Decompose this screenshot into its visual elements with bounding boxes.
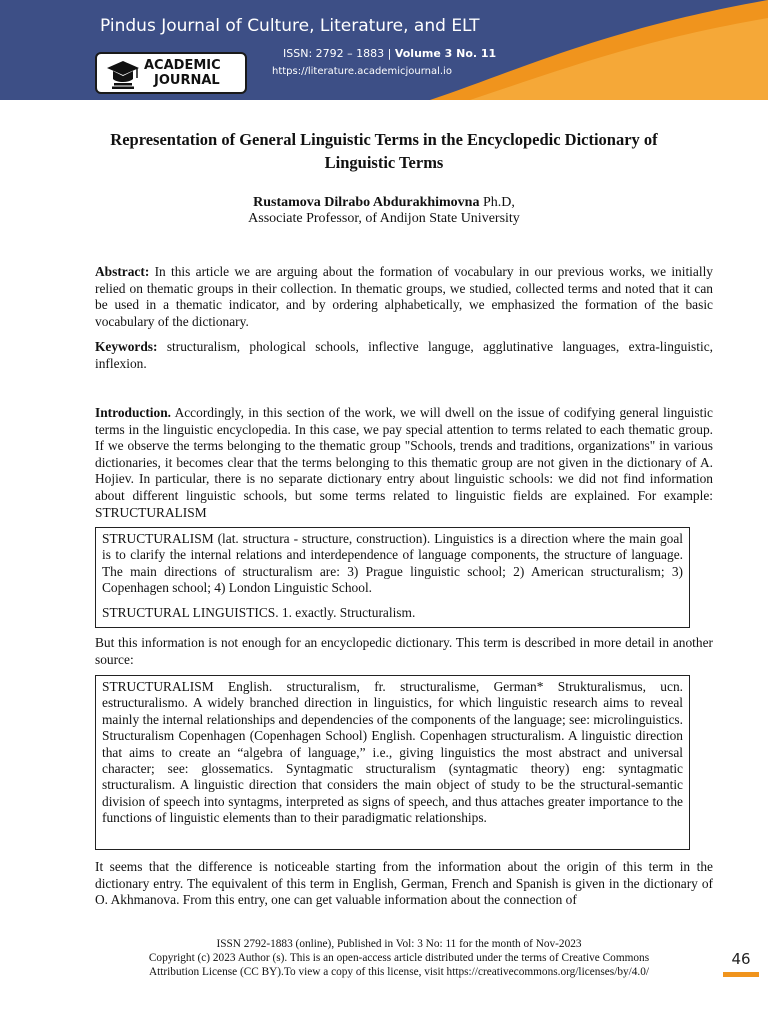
page-number: 46 xyxy=(731,950,751,968)
keywords xyxy=(95,339,713,372)
footer-issn-line: ISSN 2792-1883 (online), Published in Vol: 3 No: 11 for the month of Nov-2023 xyxy=(216,938,582,950)
abstract-text: In this article we are arguing about the formation of vocabulary in our previous works, we initially relied on thematic groups in their collection. In thematic groups, we studied, collected terms and noted that it can be used in a thematic indicator, and by ordering alphabetically, we emphasized the formation of the basic vocabulary of the dictionary. xyxy=(95,264,713,329)
author-name: Rustamova Dilrabo Abdurakhimovna xyxy=(253,195,480,210)
introduction-label: Introduction. xyxy=(95,405,172,420)
transition-paragraph: But this information is not enough for an encyclopedic dictionary. This term is described in more detail in another source: xyxy=(95,635,713,667)
dictionary-entry-box-2 xyxy=(95,675,690,850)
abstract-label: Abstract: xyxy=(95,264,150,279)
dictionary-entry-box-1 xyxy=(95,527,690,628)
entry-structuralism-detailed: STRUCTURALISM English. structuralism, fr. structuralisme, German* Strukturalismus, ucn. estructuralismo. A widely branched direction in linguistics, for which linguistic research aims to reveal mainly the internal relationships and dependencies of the components of the language; see: microlinguistics. Structuralism Copenhagen (Copenhagen School) English. Copenhagen structuralism. A linguistic direction that aims to create an “algebra of language,” i.e., giving linguistics the most abstract and universal character; see: glossematics. Syntagmatic structuralism (syntagmatic theory) eng: syntagmatic structuralism. A linguistic direction that considers the main object of study to be the structural-semantic division of speech into syntagms, interpreted as signs of speech, and thus attaches greater importance to the functions of linguistic elements than to their paradigmatic relationships. xyxy=(102,679,683,826)
academic-journal-logo xyxy=(95,52,247,94)
journal-url[interactable]: https://literature.academicjournal.io xyxy=(272,66,452,77)
journal-issn xyxy=(283,47,496,60)
keywords-text: structuralism, phological schools, inflective languge, agglutinative languages, extra-linguistic, inflexion. xyxy=(95,339,713,371)
footer-license-line: Attribution License (CC BY).To view a copy of this license, visit https://creativecommons.org/licenses/by/4.0/ xyxy=(148,966,650,978)
page-number-bar xyxy=(723,972,759,977)
issn-text: ISSN: 2792 – 1883 | xyxy=(283,47,395,60)
logo-text-journal: JOURNAL xyxy=(154,73,220,88)
graduation-cap-icon xyxy=(106,58,140,90)
entry-structuralism: STRUCTURALISM (lat. structura - structure, construction). Linguistics is a direction where the main goal is to clarify the internal relations and interdependence of language components, the structure of language. The main directions of structuralism are: 3) Prague linguistic school; 2) American structuralism; 3) Copenhagen school; 4) London Linguistic School. xyxy=(102,531,683,596)
journal-header xyxy=(0,0,768,100)
author-degree: Ph.D, xyxy=(479,195,515,210)
volume-text: Volume 3 No. 11 xyxy=(394,47,497,60)
introduction-paragraph xyxy=(95,405,713,521)
author-line xyxy=(90,193,678,212)
article-title: Representation of General Linguistic Terms in the Encyclopedic Dictionary of Linguistic Terms xyxy=(110,130,658,172)
logo-text-academic: ACADEMIC xyxy=(144,58,221,73)
entry-structural-linguistics: STRUCTURAL LINGUISTICS. 1. exactly. Structuralism. xyxy=(102,604,416,620)
author-affiliation: Associate Professor, of Andijon State University xyxy=(248,211,520,226)
footer-copyright-line: Copyright (c) 2023 Author (s). This is an open-access article distributed under the terms of Creative Commons xyxy=(148,952,650,964)
introduction-text: Accordingly, in this section of the work, we will dwell on the issue of codifying general linguistic terms in the linguistic encyclopedia. In this case, we pay special attention to terms related to each thematic group. If we observe the terms belonging to the thematic group "Schools, trends and traditions, organizations" in various dictionaries, it becomes clear that the terms belonging to this thematic group are not given in the dictionary of A. Hojiev. In particular, there is no separate dictionary entry about linguistic schools: we did not find information about different linguistic schools, but some terms related to linguistic fields are explained. For example: STRUCTURALISM xyxy=(95,405,713,520)
page-number-badge xyxy=(723,944,759,978)
keywords-label: Keywords: xyxy=(95,339,158,354)
abstract xyxy=(95,264,713,330)
page-footer xyxy=(90,937,708,979)
journal-title: Pindus Journal of Culture, Literature, and ELT xyxy=(100,16,480,36)
closing-paragraph: It seems that the difference is noticeable starting from the information about the origin of this term in the dictionary entry. The equivalent of this term in English, German, French and Spanish is given in the dictionary of O. Akhmanova. From this entry, one can get valuable information about the connection of xyxy=(95,859,713,908)
